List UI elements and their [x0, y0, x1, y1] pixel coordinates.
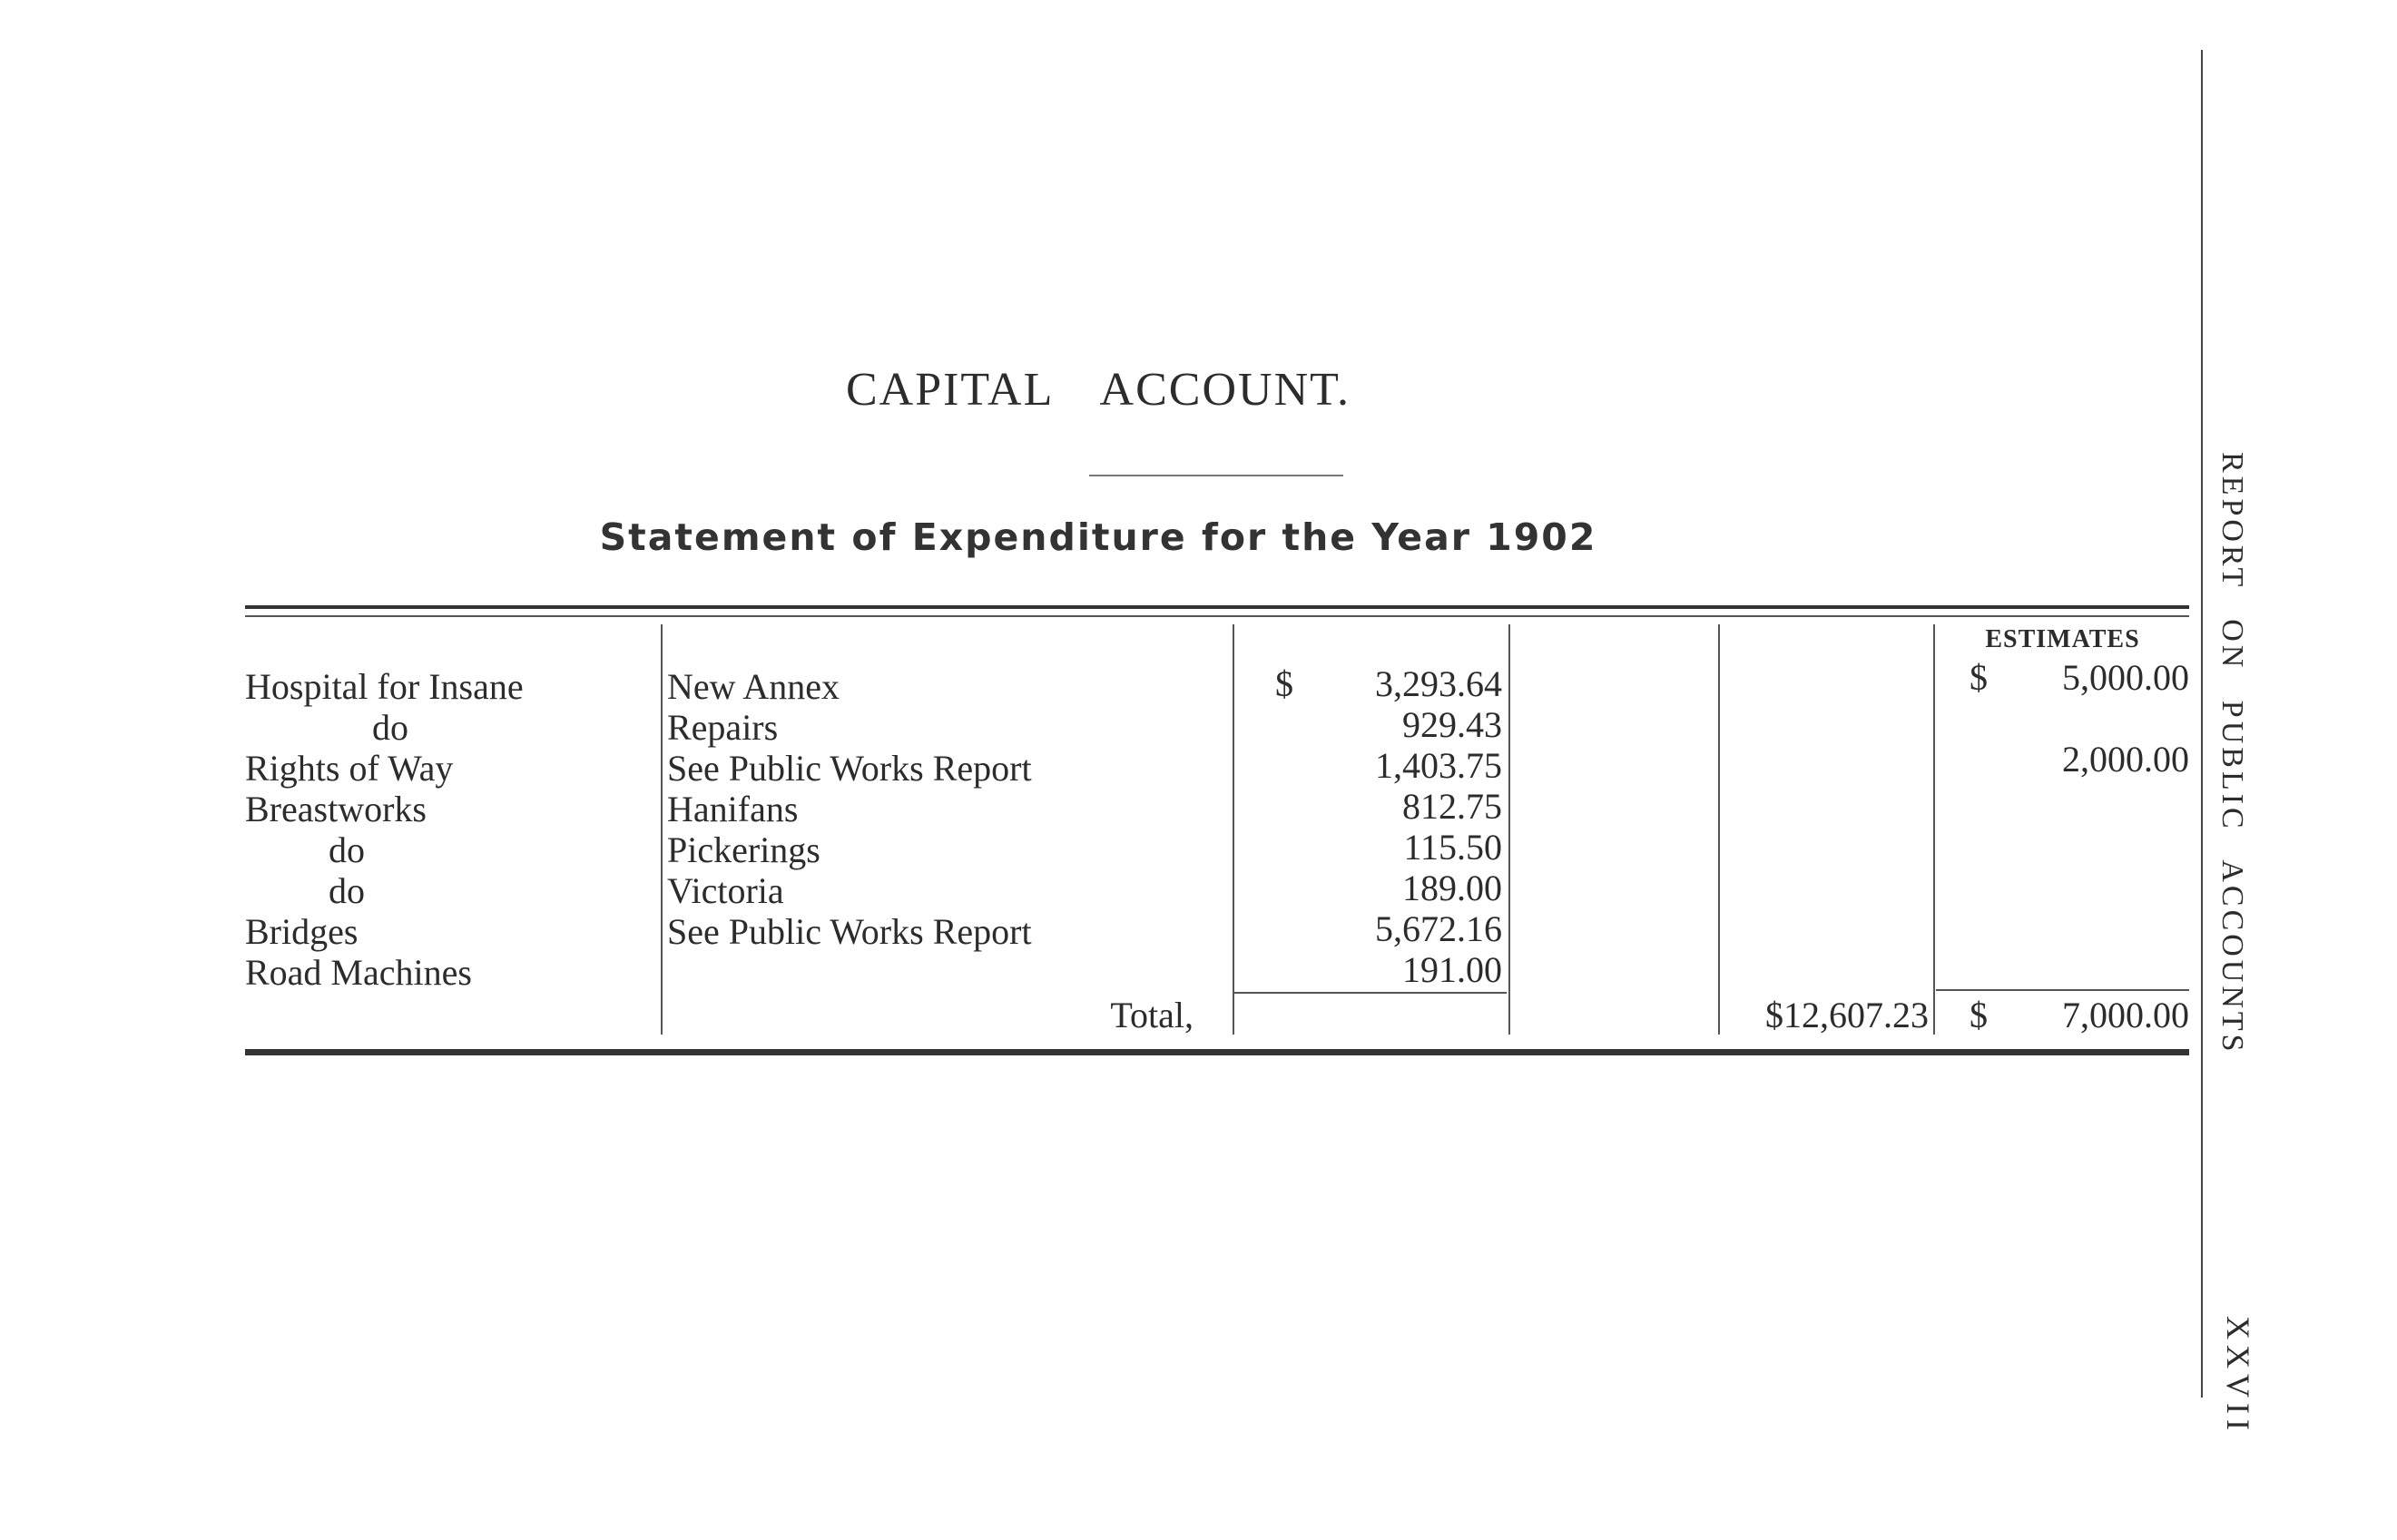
row-amount: 191.00 — [1402, 949, 1502, 990]
dollar-sign: $ — [1275, 663, 1293, 704]
margin-line — [2201, 50, 2203, 1398]
row-label: do — [329, 829, 365, 870]
side-header: REPORT ON PUBLIC ACCOUNTS — [2215, 452, 2249, 1055]
row-label: Road Machines — [245, 952, 472, 993]
dollar-sign: $ — [1970, 657, 1988, 698]
row-description: Hanifans — [667, 789, 799, 829]
row-estimate: 2,000.00 — [2062, 739, 2189, 780]
grand-total: $12,607.23 — [1765, 995, 1929, 1035]
total-label: Total, — [1110, 995, 1194, 1035]
column-divider-blank — [1508, 624, 1510, 1035]
page-subtitle: Statement of Expenditure for the Year 1902 — [599, 515, 1597, 559]
estimates-header: ESTIMATES — [1985, 625, 2140, 653]
title-divider — [1089, 475, 1343, 476]
column-divider-amount — [1233, 624, 1234, 1035]
row-label: Rights of Way — [245, 748, 454, 789]
table-bottom-rule — [245, 1049, 2189, 1055]
column-divider-total — [1718, 624, 1720, 1035]
total-estimate: 7,000.00 — [2062, 995, 2189, 1035]
row-description: New Annex — [667, 666, 840, 707]
row-description: Victoria — [667, 870, 784, 911]
row-label: Bridges — [245, 911, 359, 952]
row-description: See Public Works Report — [667, 748, 1032, 789]
estimate-subtotal-rule — [1936, 989, 2189, 991]
row-amount: 1,403.75 — [1375, 745, 1502, 786]
row-description: Pickerings — [667, 829, 820, 870]
column-divider-estimates — [1933, 624, 1935, 1035]
page-title: CAPITAL ACCOUNT. — [845, 364, 1351, 416]
page-number: XXVII — [2220, 1316, 2256, 1436]
dollar-sign: $ — [1970, 995, 1988, 1035]
row-amount: 929.43 — [1402, 704, 1502, 745]
row-label: do — [329, 870, 365, 911]
row-amount: 115.50 — [1403, 827, 1502, 868]
row-amount: 3,293.64 — [1375, 663, 1502, 704]
column-divider-description — [661, 624, 663, 1035]
row-amount: 812.75 — [1402, 786, 1502, 827]
row-estimate: 5,000.00 — [2062, 657, 2189, 698]
table-top-rule — [245, 605, 2189, 609]
table-top-rule-thin — [245, 615, 2189, 617]
row-amount: 5,672.16 — [1375, 908, 1502, 949]
row-label: do — [372, 707, 408, 748]
row-label: Breastworks — [245, 789, 427, 829]
row-description: See Public Works Report — [667, 911, 1032, 952]
row-amount: 189.00 — [1402, 868, 1502, 908]
row-label: Hospital for Insane — [245, 666, 524, 707]
subtotal-rule — [1234, 992, 1507, 994]
row-description: Repairs — [667, 707, 779, 748]
